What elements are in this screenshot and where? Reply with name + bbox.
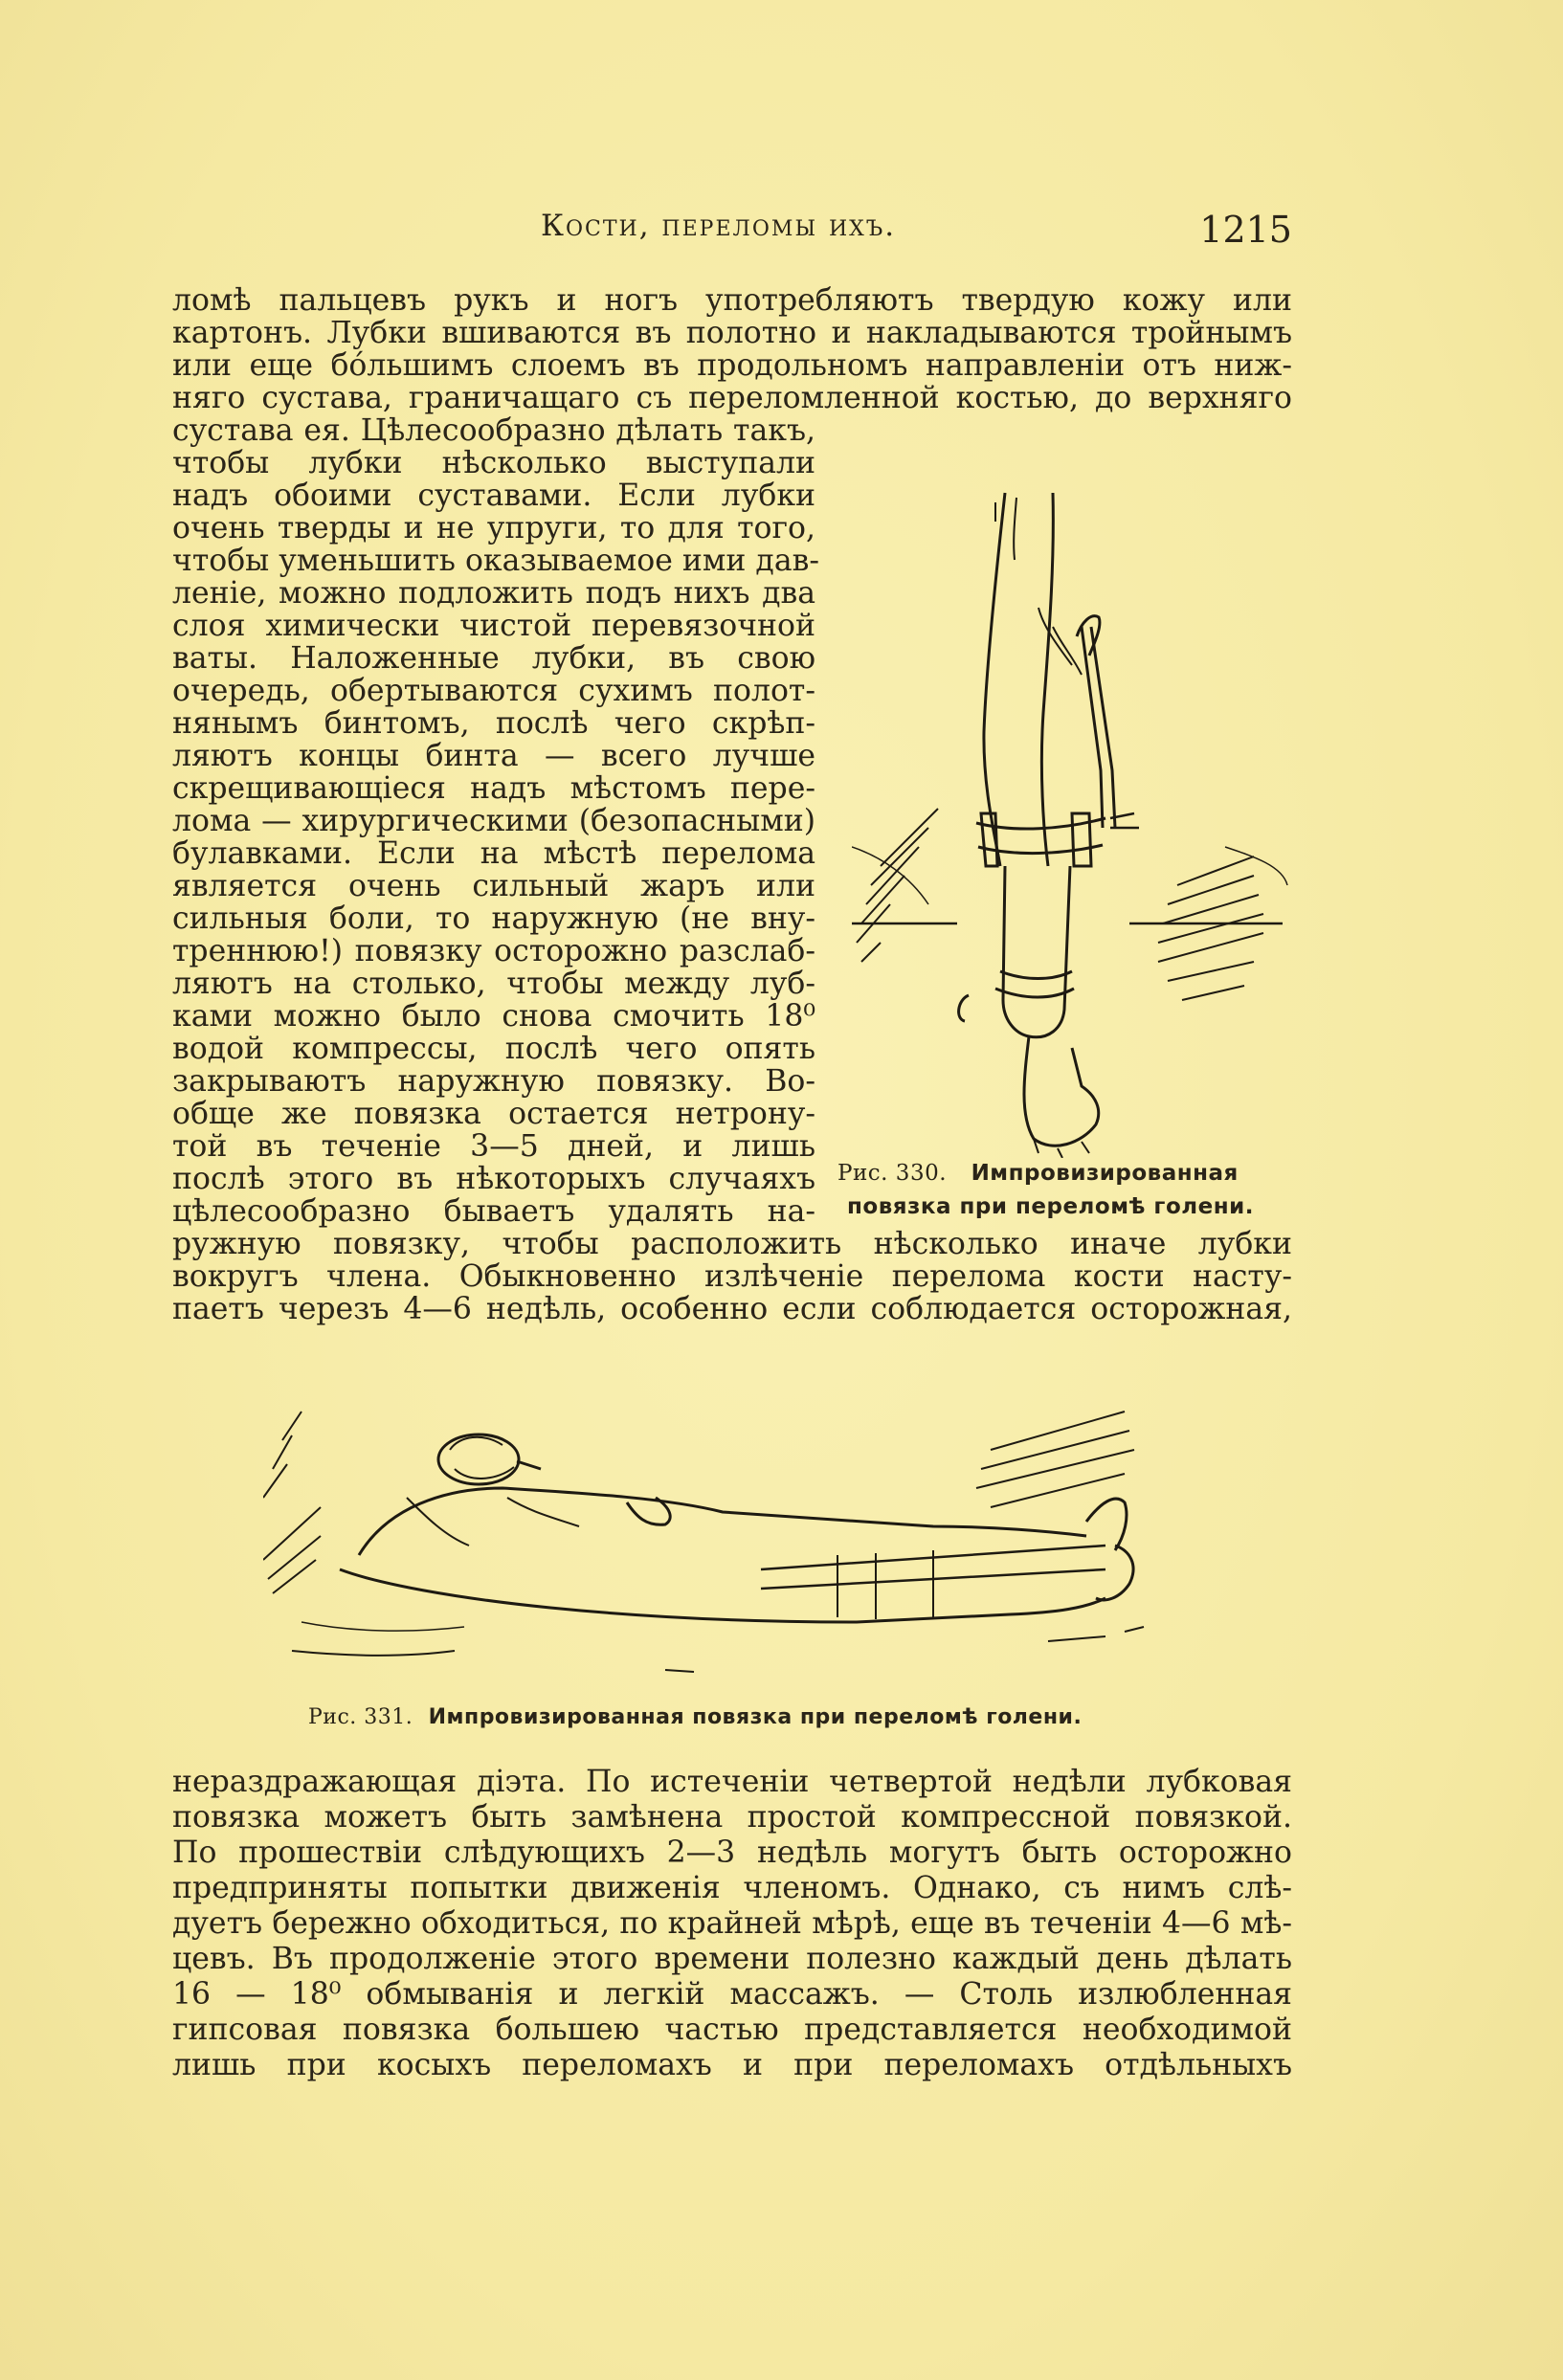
text-line: нераздражающая діэта. По истеченіи четвертой недѣли лубковая bbox=[172, 1765, 1292, 1799]
text-line: послѣ этого въ нѣкоторыхъ случаяхъ bbox=[172, 1162, 815, 1196]
figure-330-caption bbox=[837, 1161, 1239, 1186]
text-line: является очень сильный жаръ или bbox=[172, 869, 815, 903]
text-line: треннюю!) повязку осторожно разслаб- bbox=[172, 934, 815, 968]
text-line: ками можно было снова смочить 18⁰ bbox=[172, 999, 815, 1034]
text-line: чтобы уменьшить оказываемое ими дав- bbox=[172, 544, 819, 578]
text-line: ломѣ пальцевъ рукъ и ногъ употребляютъ твердую кожу или bbox=[172, 283, 1292, 318]
text-line: закрываютъ наружную повязку. Во- bbox=[172, 1064, 815, 1099]
text-line: обще же повязка остается нетрону- bbox=[172, 1097, 815, 1131]
text-line: ваты. Наложенные лубки, въ свою bbox=[172, 641, 815, 676]
figure-330-label: Рис. 330. bbox=[837, 1161, 948, 1186]
page-number: 1215 bbox=[1199, 209, 1292, 251]
text-line: По прошествіи слѣдующихъ 2—3 недѣль могутъ быть осторожно bbox=[172, 1835, 1292, 1870]
figure-331-label: Рис. 331. bbox=[308, 1705, 413, 1729]
text-line: гипсовая повязка большею частью представляется необходимой bbox=[172, 2013, 1292, 2047]
text-line: леніе, можно подложить подъ нихъ два bbox=[172, 576, 815, 611]
figure-330-caption-2: повязка при переломѣ голени. bbox=[847, 1194, 1254, 1219]
running-title: Кости, переломы ихъ. bbox=[541, 209, 897, 243]
text-line: скрещивающіеся надъ мѣстомъ пере- bbox=[172, 771, 815, 806]
text-line: булавками. Если на мѣстѣ перелома bbox=[172, 836, 815, 871]
text-line: ружную повязку, чтобы расположить нѣсколько иначе лубки bbox=[172, 1227, 1292, 1261]
text-line: предприняты попытки движенія членомъ. Однако, съ нимъ слѣ- bbox=[172, 1871, 1292, 1905]
text-line: дуетъ бережно обходиться, по крайней мѣрѣ, еще въ теченіи 4—6 мѣ- bbox=[172, 1906, 1292, 1941]
figure-331-caption-text: Импровизированная повязка при переломѣ голени. bbox=[428, 1705, 1083, 1729]
text-line: водой компрессы, послѣ чего опять bbox=[172, 1032, 815, 1066]
text-line: нянымъ бинтомъ, послѣ чего скрѣп- bbox=[172, 706, 815, 741]
text-line: ляютъ на столько, чтобы между луб- bbox=[172, 967, 815, 1001]
text-line: лома — хирургическими (безопасными) bbox=[172, 804, 815, 838]
figure-331-illustration bbox=[263, 1392, 1297, 1684]
text-line: ляютъ концы бинта — всего лучше bbox=[172, 739, 815, 773]
text-line: картонъ. Лубки вшиваются въ полотно и накладываются тройнымъ bbox=[172, 316, 1292, 350]
text-line: чтобы лубки нѣсколько выступали bbox=[172, 446, 815, 480]
text-line: паетъ черезъ 4—6 недѣль, особенно если соблюдается осторожная, bbox=[172, 1292, 1292, 1326]
text-line: очередь, обертываются сухимъ полот- bbox=[172, 674, 815, 708]
figure-331-caption bbox=[308, 1705, 1082, 1729]
text-line: няго сустава, граничащаго съ переломленной костью, до верхняго bbox=[172, 381, 1292, 415]
text-line: или еще бо́льшимъ слоемъ въ продольномъ направленіи отъ ниж- bbox=[172, 348, 1292, 383]
text-line: сустава ея. Цѣлесообразно дѣлать такъ, bbox=[172, 413, 815, 448]
text-line: цевъ. Въ продолженіе этого времени полезно каждый день дѣлать bbox=[172, 1942, 1292, 1976]
text-line: сильныя боли, то наружную (не вну- bbox=[172, 901, 815, 936]
text-line: очень тверды и не упруги, то для того, bbox=[172, 511, 815, 545]
text-line: той въ теченіе 3—5 дней, и лишь bbox=[172, 1129, 815, 1164]
text-line: 16 — 18⁰ обмыванія и легкій массажъ. — Столь излюбленная bbox=[172, 1977, 1292, 2012]
text-line: повязка можетъ быть замѣнена простой компрессной повязкой. bbox=[172, 1800, 1292, 1835]
text-line: вокругъ члена. Обыкновенно излѣченіе перелома кости насту- bbox=[172, 1259, 1292, 1294]
text-line: цѣлесообразно бываетъ удалять на- bbox=[172, 1194, 815, 1229]
figure-330-caption-line1: Импровизированная bbox=[971, 1161, 1239, 1186]
text-line: лишь при косыхъ переломахъ и при переломахъ отдѣльныхъ bbox=[172, 2048, 1292, 2082]
text-line: слоя химически чистой перевязочной bbox=[172, 609, 815, 643]
figure-330-illustration bbox=[852, 483, 1292, 1158]
text-line: надъ обоими суставами. Если лубки bbox=[172, 478, 815, 513]
running-header bbox=[172, 209, 1292, 256]
